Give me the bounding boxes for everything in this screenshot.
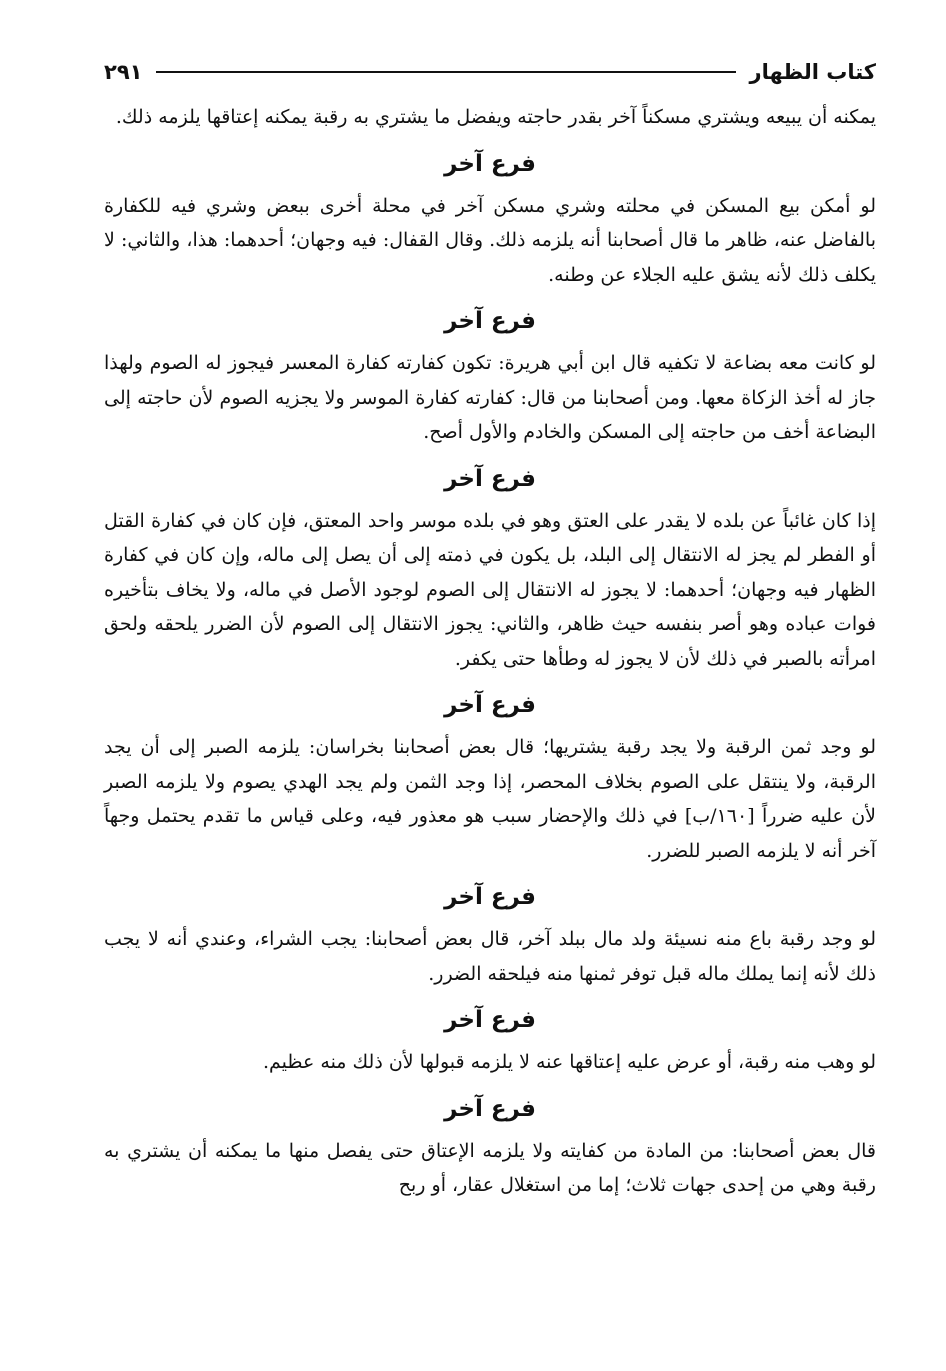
section-heading: فرع آخر [444,884,536,910]
paragraph: قال بعض أصحابنا: من المادة من كفايته ولا يلزمه الإعتاق حتى يفصل منها ما يمكنه أن يشتري به رقبة وهي من إحدى جهات ثلاث؛ إما من استغلال عقار، أو ربح [104,1139,876,1196]
paragraph: لو كانت معه بضاعة لا تكفيه قال ابن أبي هريرة: تكون كفارته كفارة المعسر فيجوز له الصوم ولهذا جاز له أخذ الزكاة معها. ومن أصحابنا من قال: كفارته كفارة الموسر ولا يجزيه الصوم لأن حاجته إلى البضاعة أخف من حاجته إلى المسكن والخادم والأول أصح. [104,352,876,443]
section-heading: فرع آخر [444,692,536,718]
page-number: ٢٩١ [104,60,143,84]
section-heading: فرع آخر [444,150,536,177]
paragraph: لو وجد ثمن الرقبة ولا يجد رقبة يشتريها؛ قال بعض أصحابنا بخراسان: يلزمه الصبر إلى أن يجد الرقبة، ولا ينتقل على الصوم بخلاف المحصر، إذا وجد الثمن ولم يجد الهدي يصوم ولا يلزمه الصبر لأن عليه ضرراً [١٦٠/ب] في ذلك والإحضار سبب هو معذور فيه، وعلى قياس ما تقدم يحتمل وجهاً آخر أنه لا يلزمه الصبر للضرر. [104,736,876,862]
paragraph: لو وجد رقبة باع منه نسيئة ولد مال ببلد آخر، قال بعض أصحابنا: يجب الشراء، وعندي أنه لا يجب ذلك لأنه إنما يملك ماله قبل توفر ثمنها منه فيلحقه الضرر. [104,928,876,985]
paragraph: إذا كان غائباً عن بلده لا يقدر على العتق وهو في بلده موسر واحد المعتق، فإن كان في كفارة القتل أو الفطر لم يجز له الانتقال إلى البلد، بل يكون في ذمته إلى أن يصل إلى ماله، وإن كان في كفارة الظهار فيه وجهان؛ أحدهما: لا يجوز له الانتقال إلى الصوم لوجود الأصل في ماله، ولا يخاف بتأخيره فوات عباده وهو أصر بنفسه حيث ظاهر، والثاني: يجوز الانتقال إلى الصوم لأن الضرر يلحقه ولحق امرأته بالصبر في ذلك لأن لا يجوز له وطأها حتى يكفر. [104,509,876,670]
body-text [104,100,876,1203]
section-heading: فرع آخر [444,465,536,492]
section-heading: فرع آخر [444,308,536,334]
section-heading: فرع آخر [444,1095,536,1122]
paragraph: لو أمكن بيع المسكن في محلته وشري مسكن آخر في محلة أخرى ببعض وشري فيه للكفارة بالفاضل عنه، ظاهر ما قال أصحابنا أنه يلزمه ذلك. وقال القفال: فيه وجهان؛ أحدهما: هذا، والثاني: لا يكلف ذلك لأنه يشق عليه الجلاء عن وطنه. [104,194,876,286]
paragraph-continuation: يمكنه أن يبيعه ويشتري مسكناً آخر بقدر حاجته ويفضل ما يشتري به رقبة يمكنه إعتاقها يلزمه ذلك. [115,106,876,128]
header-rule [156,71,735,73]
book-title: كتاب الظهار [749,60,876,84]
section-heading: فرع آخر [444,1007,536,1033]
paragraph: لو وهب منه رقبة، أو عرض عليه إعتاقها عنه لا يلزمه قبولها لأن ذلك منه عظيم. [263,1051,876,1073]
running-header [104,50,876,94]
